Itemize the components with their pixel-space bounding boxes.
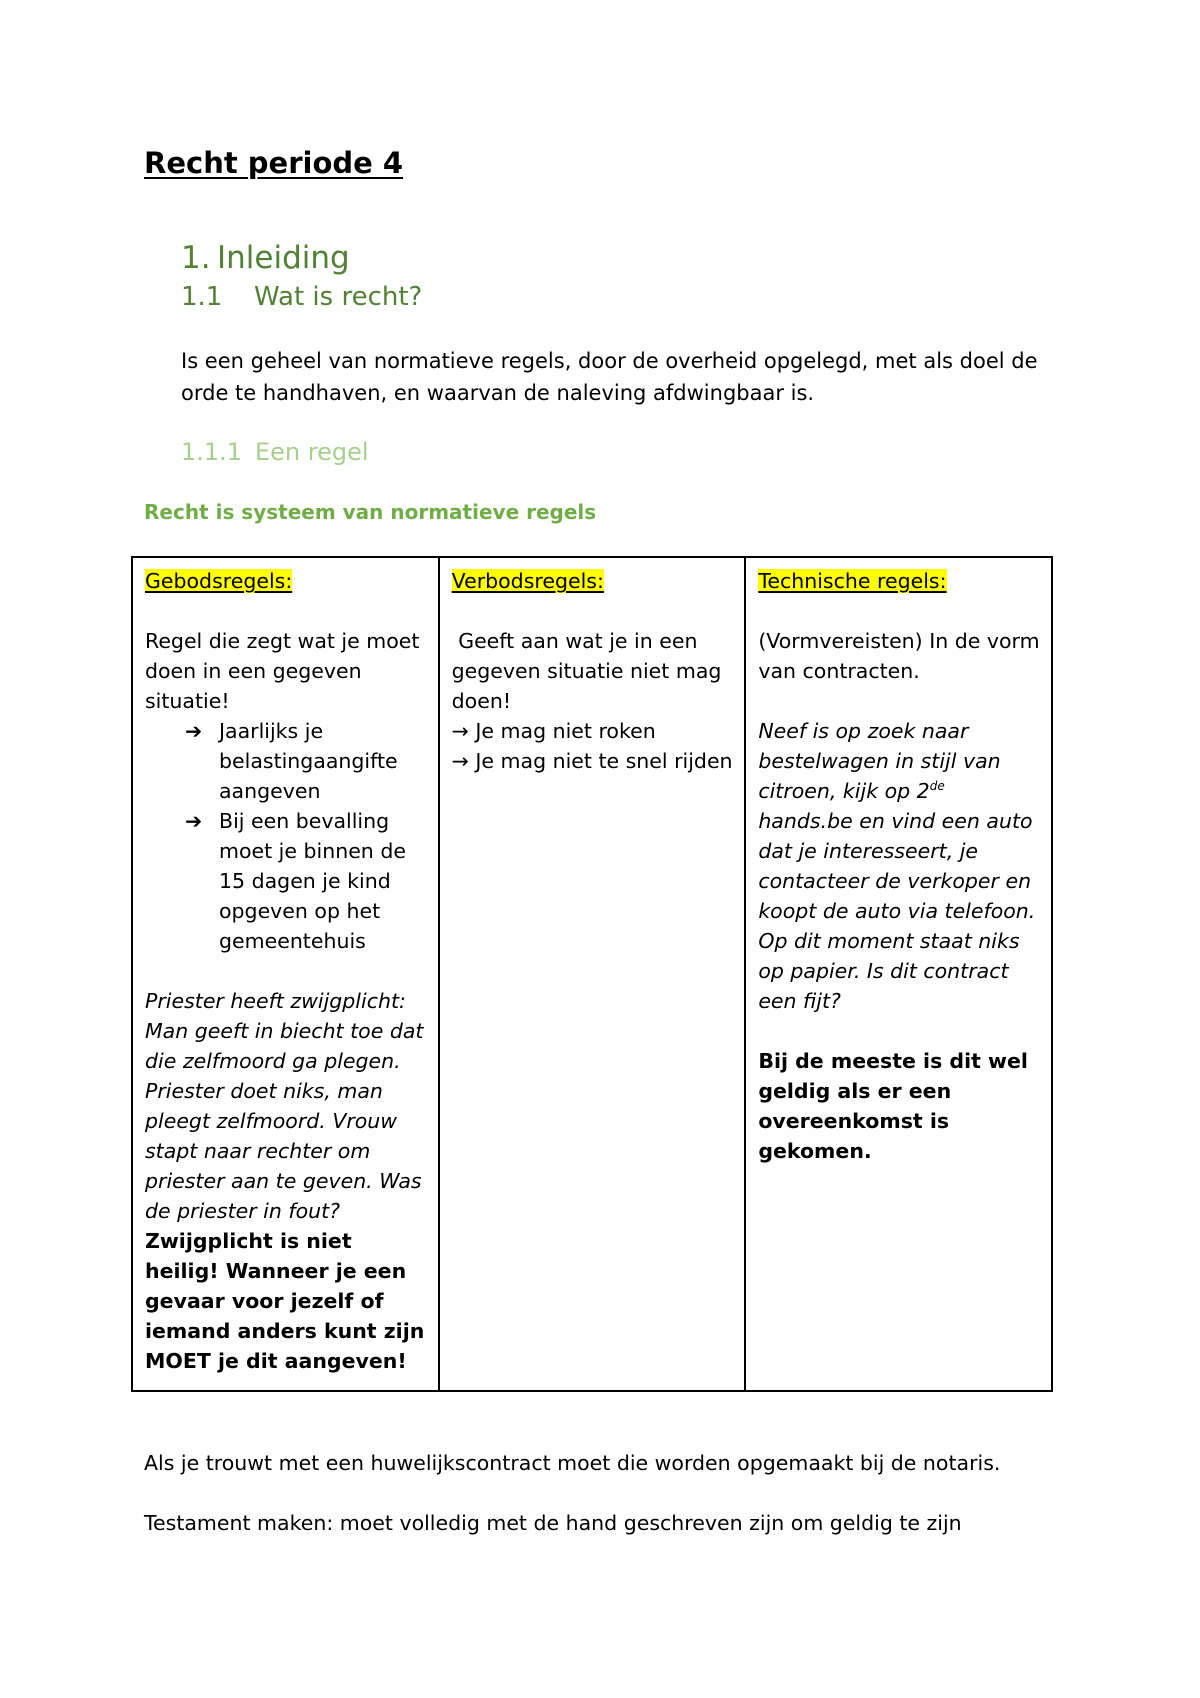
- list-item-text: Bij een bevalling moet je binnen de 15 dagen je kind opgeven op het gemeentehuis: [219, 809, 406, 953]
- list-item-text: Jaarlijks je belastingaangifte aangeven: [219, 719, 398, 803]
- heading-2-number: 1.1: [181, 282, 223, 312]
- arrow-list: [145, 716, 428, 956]
- rules-table: [131, 556, 1053, 1392]
- arrow-icon: ➔: [185, 809, 203, 833]
- list-item-text: Je mag niet roken: [475, 719, 656, 743]
- cell-example: Priester heeft zwijgplicht: Man geeft in biecht toe dat die zelfmoord ga plegen. Priester doet niks, man pleegt zelfmoord. Vrouw stapt naar rechter om priester aan te geven. Was de priester in fout?: [145, 989, 424, 1223]
- heading-1-number: 1.: [181, 240, 211, 276]
- example-text: Neef is op zoek naar bestelwagen in stijl van citroen, kijk op 2: [758, 719, 1001, 803]
- table-row: [132, 557, 1052, 1391]
- heading-3-number: 1.1.1: [181, 438, 243, 466]
- list-item: [452, 746, 735, 776]
- intro-paragraph: Is een geheel van normatieve regels, door de overheid opgelegd, met als doel de orde te handhaven, en waarvan de naleving afdwingbaar is.: [181, 349, 1038, 405]
- table-cell-technische-regels: [745, 557, 1052, 1391]
- heading-2-text: Wat is recht?: [254, 282, 423, 312]
- heading-3: [181, 438, 369, 466]
- document-title: Recht periode 4: [144, 146, 404, 180]
- heading-2: [181, 282, 422, 312]
- cell-intro: Regel die zegt wat je moet doen in een gegeven situatie!: [145, 629, 420, 713]
- heading-1-text: Inleiding: [217, 240, 350, 276]
- cell-intro: Geeft aan wat je in een gegeven situatie niet mag doen!: [451, 629, 728, 713]
- cell-conclusion: Bij de meeste is dit wel geldig als er een overeenkomst is gekomen.: [758, 1049, 1028, 1163]
- example-text: hands.be en vind een auto dat je interesseert, je contacteer de verkoper en koopt de auto via telefoon. Op dit moment staat niks op papier. Is dit contract een fijt?: [758, 809, 1036, 1013]
- heading-3-text: Een regel: [255, 438, 369, 466]
- cell-intro: (Vormvereisten) In de vorm van contracten.: [758, 629, 1040, 683]
- cell-conclusion: Zwijgplicht is niet heilig! Wanneer je een gevaar voor jezelf of iemand anders kunt zijn MOET je dit aangeven!: [145, 1229, 425, 1373]
- cell-header: Gebodsregels:: [145, 569, 293, 593]
- list-item: [145, 716, 428, 806]
- footer-paragraph: Testament maken: moet volledig met de hand geschreven zijn om geldig te zijn: [144, 1511, 962, 1535]
- footer-paragraph: Als je trouwt met een huwelijkscontract moet die worden opgemaakt bij de notaris.: [144, 1451, 1001, 1475]
- list-item-text: Je mag niet te snel rijden: [475, 749, 733, 773]
- arrow-icon: →: [451, 749, 476, 773]
- arrow-icon: ➔: [185, 719, 203, 743]
- example-superscript: de: [929, 779, 945, 794]
- subheading: Recht is systeem van normatieve regels: [144, 500, 597, 524]
- cell-example: [758, 716, 1041, 1016]
- arrow-icon: →: [451, 719, 476, 743]
- heading-1: [181, 240, 350, 276]
- table-cell-gebodsregels: [132, 557, 439, 1391]
- cell-header: Verbodsregels:: [451, 569, 604, 593]
- table-cell-verbodsregels: [439, 557, 746, 1391]
- cell-header: Technische regels:: [758, 569, 947, 593]
- list-item: [452, 716, 735, 746]
- list-item: [145, 806, 428, 956]
